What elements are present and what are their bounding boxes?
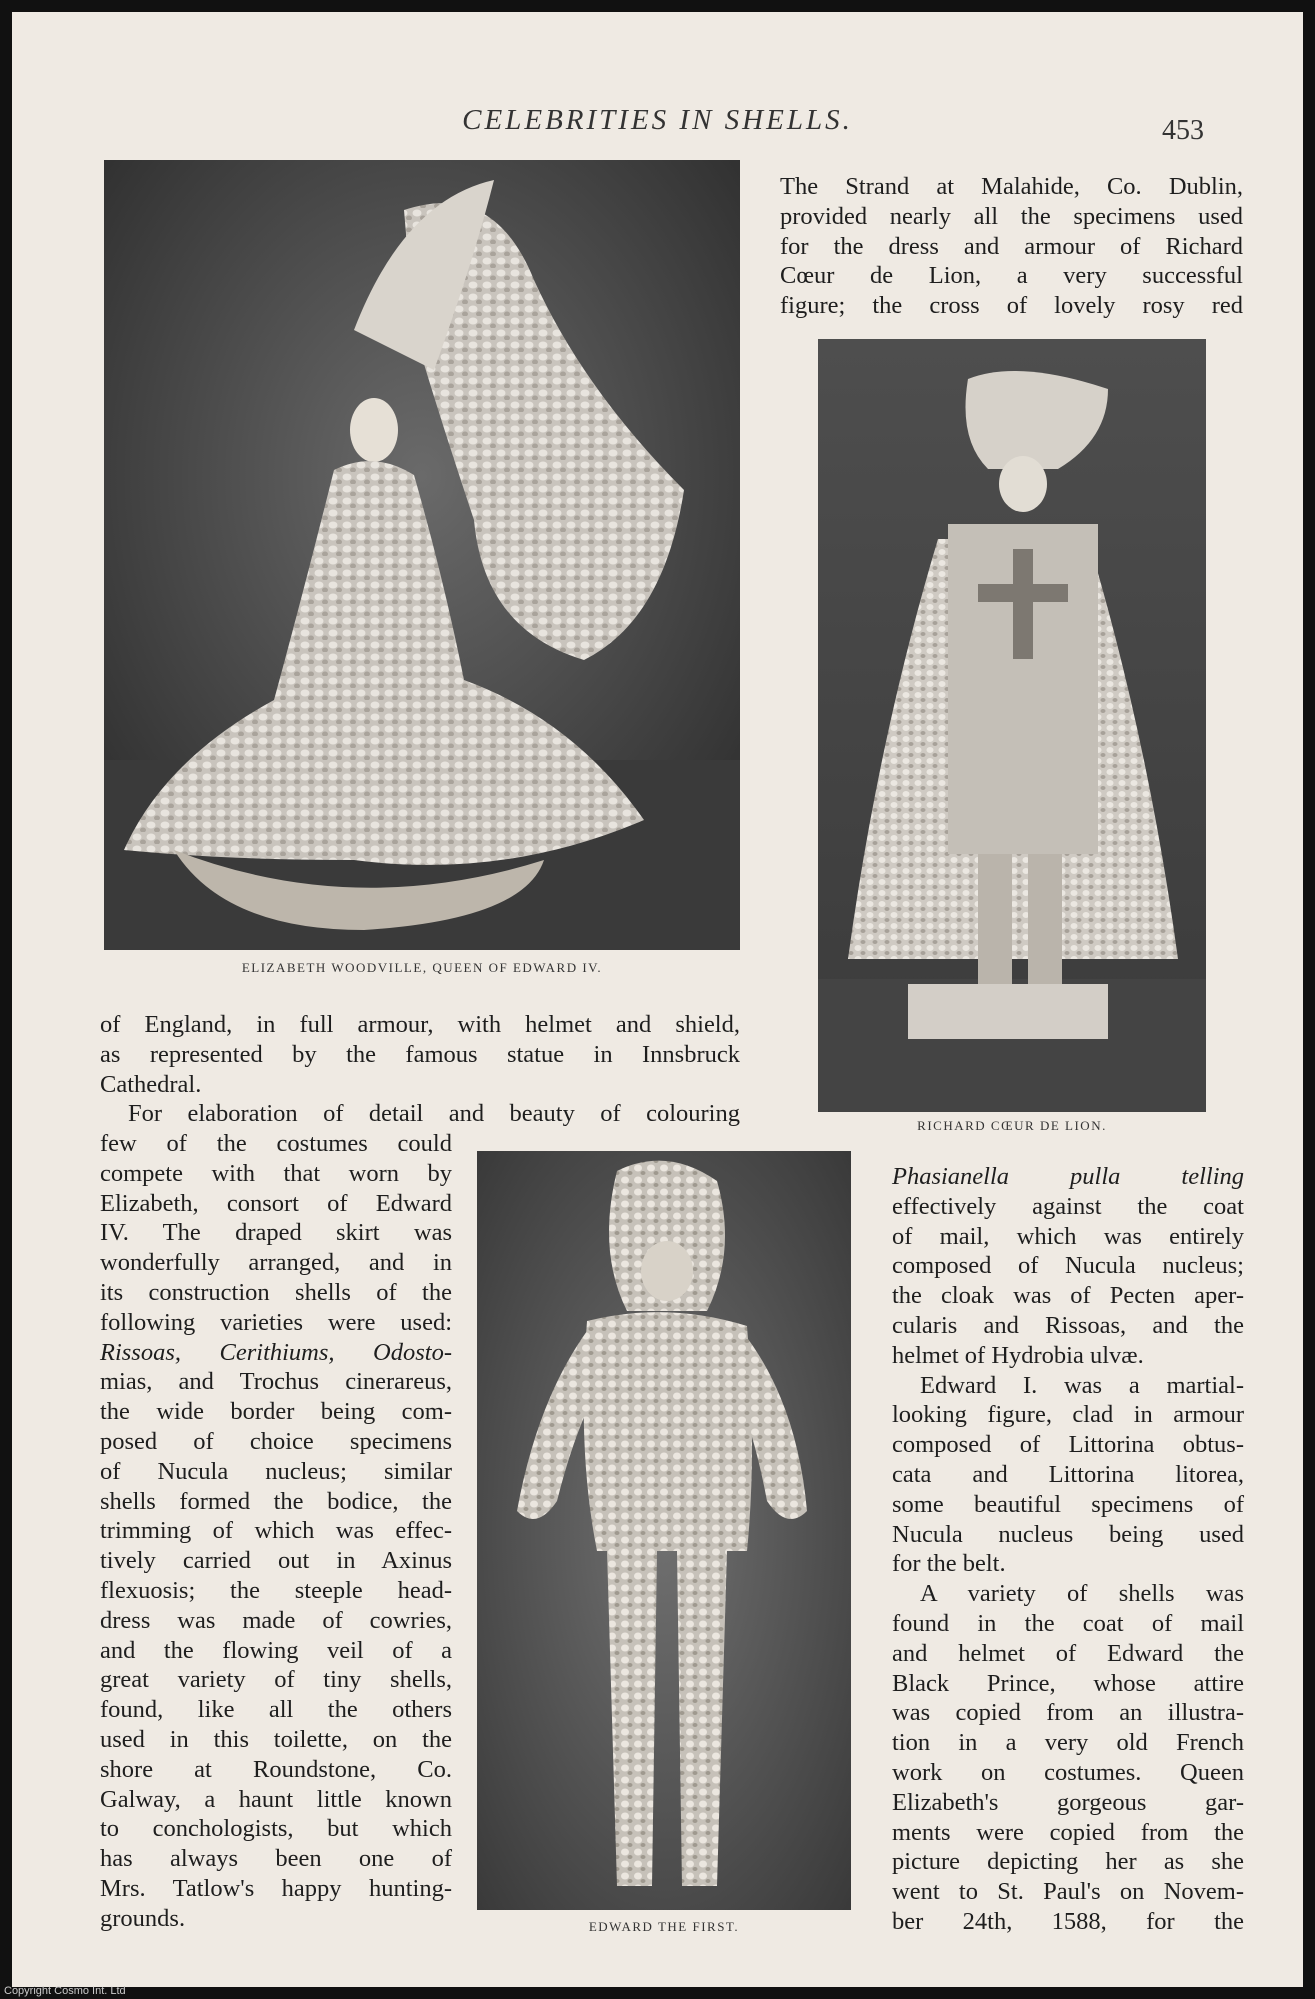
- text-line: found in the coat of mail: [892, 1609, 1244, 1637]
- page-number: 453: [1162, 115, 1204, 146]
- photo-richard-coeur-de-lion: [818, 339, 1206, 1112]
- text-line: tion in a very old French: [892, 1729, 1244, 1757]
- text-line: Black Prince, whose attire: [892, 1669, 1244, 1697]
- text-line: Rissoas, Cerithiums, Odosto-: [100, 1338, 452, 1366]
- text-line: composed of Nucula nucleus;: [892, 1252, 1244, 1280]
- text-line: has always been one of: [100, 1845, 452, 1873]
- text-line: trimming of which was effec-: [100, 1517, 452, 1545]
- text-line: tively carried out in Axinus: [100, 1547, 452, 1575]
- text-right-narrow: [892, 1162, 1244, 1937]
- text-line: shells formed the bodice, the: [100, 1487, 452, 1515]
- text-line: posed of choice specimens: [100, 1427, 452, 1455]
- text-line: helmet of Hydrobia ulvæ.: [892, 1341, 1144, 1369]
- text-line: grounds.: [100, 1904, 186, 1932]
- text-line: Mrs. Tatlow's happy hunting-: [100, 1874, 452, 1902]
- photo-elizabeth-woodville: [104, 160, 740, 950]
- text-line: mias, and Trochus cinerareus,: [100, 1368, 452, 1396]
- text-line: its construction shells of the: [100, 1278, 452, 1306]
- text-line: ments were copied from the: [892, 1818, 1244, 1846]
- text-line: dress was made of cowries,: [100, 1606, 452, 1634]
- text-line: went to St. Paul's on Novem-: [892, 1878, 1244, 1906]
- text-line: great variety of tiny shells,: [100, 1666, 452, 1694]
- text-line: few of the costumes could: [100, 1130, 452, 1157]
- text-line: Elizabeth's gorgeous gar-: [892, 1788, 1244, 1816]
- text-line: of Nucula nucleus; similar: [100, 1457, 452, 1485]
- text-line: some beautiful specimens of: [892, 1490, 1244, 1518]
- text-line: Cœur de Lion, a very successful: [780, 262, 1243, 290]
- text-line: Nucula nucleus being used: [892, 1520, 1244, 1548]
- text-line: ber 24th, 1588, for the: [892, 1907, 1244, 1935]
- text-left-narrow: [100, 1129, 452, 1934]
- text-line: Elizabeth, consort of Edward: [100, 1189, 452, 1217]
- text-line: provided nearly all the specimens used: [780, 202, 1243, 230]
- text-line: for the belt.: [892, 1550, 1006, 1578]
- text-line: figure; the cross of lovely rosy red: [780, 292, 1243, 320]
- text-line: flexuosis; the steeple head-: [100, 1576, 452, 1604]
- text-line: looking figure, clad in armour: [892, 1401, 1244, 1429]
- text-line: wonderfully arranged, and in: [100, 1249, 452, 1277]
- text-line: as represented by the famous statue in Innsbruck: [100, 1040, 740, 1068]
- text-line: used in this toilette, on the: [100, 1725, 452, 1753]
- magazine-page: [12, 12, 1303, 1987]
- text-line: and helmet of Edward the: [892, 1639, 1244, 1667]
- text-line: work on costumes. Queen: [892, 1758, 1244, 1786]
- text-line: was copied from an illustra-: [892, 1699, 1244, 1727]
- text-line: picture depicting her as she: [892, 1848, 1244, 1876]
- text-left-full: [100, 1010, 740, 1129]
- text-line: for the dress and armour of Richard: [780, 232, 1243, 260]
- text-line: found, like all the others: [100, 1696, 452, 1724]
- caption-elizabeth-woodville: ELIZABETH WOODVILLE, QUEEN OF EDWARD IV.: [241, 960, 603, 975]
- text-line: Edward I. was a martial-: [920, 1371, 1244, 1399]
- text-line: composed of Littorina obtus-: [892, 1431, 1244, 1459]
- text-line: to conchologists, but which: [100, 1815, 452, 1843]
- text-line: cularis and Rissoas, and the: [892, 1311, 1244, 1339]
- text-line: compete with that worn by: [100, 1159, 452, 1187]
- photo-edward-the-first: [477, 1151, 851, 1910]
- text-line: and the flowing veil of a: [100, 1636, 452, 1664]
- text-line: cata and Littorina litorea,: [892, 1460, 1244, 1488]
- caption-edward-the-first: EDWARD THE FIRST.: [588, 1919, 740, 1934]
- text-line: Cathedral.: [100, 1070, 202, 1098]
- text-line: following varieties were used:: [100, 1308, 452, 1336]
- text-line: of England, in full armour, with helmet and shield,: [100, 1011, 740, 1038]
- text-line: of mail, which was entirely: [892, 1222, 1244, 1250]
- text-line: For elaboration of detail and beauty of colouring: [128, 1100, 740, 1128]
- text-line: the wide border being com-: [100, 1398, 452, 1426]
- text-line: Phasianella pulla telling: [892, 1163, 1244, 1190]
- text-right-top: [780, 172, 1243, 321]
- copyright-notice: Copyright Cosmo Int. Ltd: [4, 1985, 126, 1997]
- text-line: effectively against the coat: [892, 1192, 1244, 1220]
- caption-richard-coeur-de-lion: RICHARD CŒUR DE LION.: [917, 1118, 1107, 1133]
- text-line: IV. The draped skirt was: [100, 1219, 452, 1247]
- text-line: A variety of shells was: [920, 1580, 1244, 1608]
- text-line: The Strand at Malahide, Co. Dublin,: [780, 173, 1243, 200]
- text-line: Galway, a haunt little known: [100, 1785, 452, 1813]
- running-header: CELEBRITIES IN SHELLS.: [462, 104, 853, 136]
- text-line: the cloak was of Pecten aper-: [892, 1282, 1244, 1310]
- text-line: shore at Roundstone, Co.: [100, 1755, 452, 1783]
